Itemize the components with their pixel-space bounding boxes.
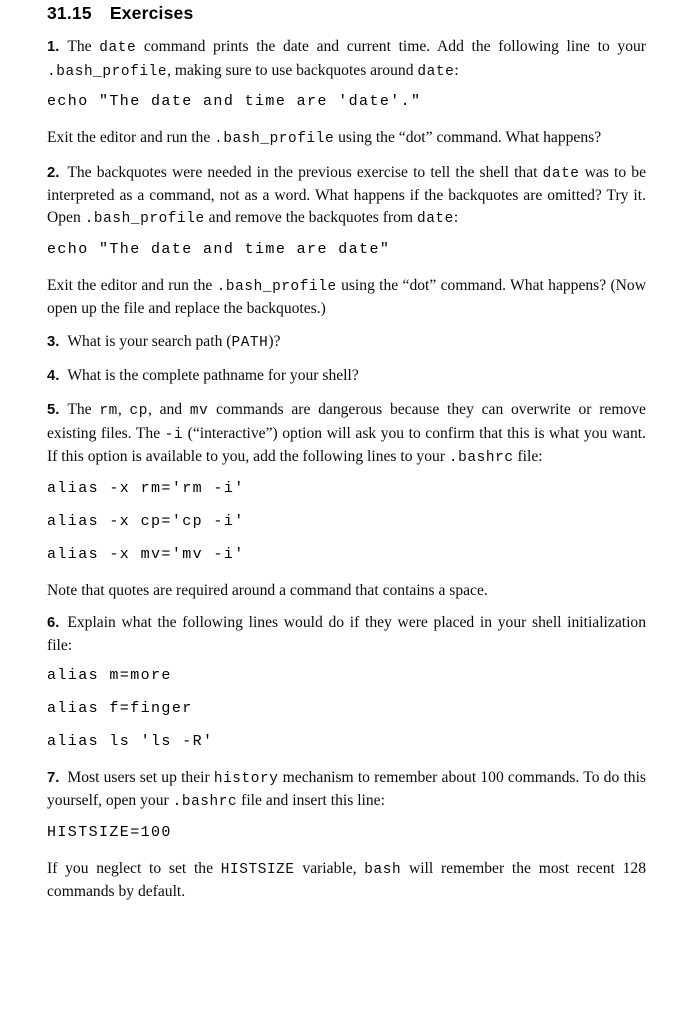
code-block: alias ls 'ls -R': [47, 732, 214, 750]
exercise-number: 3.: [47, 333, 60, 350]
inline-code: .bash_profile: [216, 278, 337, 295]
section-title: Exercises: [109, 3, 194, 23]
inline-code: mv: [189, 402, 209, 419]
exercise-number: 2.: [47, 164, 60, 181]
inline-code: .bash_profile: [214, 131, 335, 148]
exercise-paragraph: 6. Explain what the following lines would do if they were placed in your shell initialization file:: [47, 614, 646, 654]
exercise-paragraph: 3. What is your search path (PATH)?: [47, 332, 281, 351]
exercise-number: 1.: [47, 39, 60, 55]
body-paragraph: If you neglect to set the HISTSIZE variable, bash will remember the most recent 128 commands by default.: [47, 859, 646, 901]
inline-code: rm: [99, 402, 118, 419]
inline-code: date: [416, 210, 454, 227]
body-paragraph: Exit the editor and run the .bash_profile using the “dot” command. What happens?: [47, 129, 602, 148]
inline-code: -i: [164, 426, 184, 443]
section-heading: [47, 3, 646, 24]
inline-code: date: [417, 63, 455, 80]
code-block: alias -x rm='rm -i': [47, 479, 245, 497]
code-block: HISTSIZE=100: [47, 823, 172, 841]
exercise-number: 7.: [47, 769, 60, 786]
exercise-paragraph: 1. The date command prints the date and current time. Add the following line to your .bash_profile, making sure to use backquotes around date:: [47, 38, 646, 80]
exercise-paragraph: 5. The rm, cp, and mv commands are dangerous because they can overwrite or remove existing files. The -i (“interactive”) option will ask you to confirm that this is what you want. If this option is available to you, add the following lines to your .bashrc file:: [47, 400, 647, 467]
exercise-number: 4.: [47, 368, 60, 385]
exercise-number: 6.: [47, 615, 60, 632]
inline-code: HISTSIZE: [220, 861, 295, 878]
exercise-paragraph: 2. The backquotes were needed in the previous exercise to tell the shell that date was to be interpreted as a command, not as a word. What happens if the backquotes are omitted? Try it. Open .bash_profile and remove the backquotes from date:: [47, 163, 646, 227]
exercise-number: 5.: [47, 401, 60, 418]
inline-code: bash: [364, 861, 402, 878]
inline-code: history: [213, 770, 279, 787]
inline-code: .bashrc: [172, 794, 238, 811]
document-content: [47, 36, 646, 903]
code-block: alias -x mv='mv -i': [47, 545, 245, 563]
inline-code: date: [99, 40, 137, 56]
code-block: alias m=more: [47, 666, 172, 684]
body-paragraph: Note that quotes are required around a command that contains a space.: [47, 581, 488, 599]
inline-code: cp: [129, 402, 148, 419]
inline-code: .bashrc: [448, 450, 514, 467]
section-number: 31.15: [47, 3, 92, 23]
inline-code: .bash_profile: [47, 63, 168, 80]
code-block: alias f=finger: [47, 699, 193, 717]
code-block: echo "The date and time are date": [47, 240, 391, 258]
inline-code: date: [542, 165, 580, 182]
inline-code: .bash_profile: [84, 210, 205, 227]
code-block: echo "The date and time are 'date'.": [47, 93, 422, 111]
exercise-paragraph: 7. Most users set up their history mechanism to remember about 100 commands. To do this yourself, open your .bashrc file and insert this line:: [47, 768, 646, 811]
body-paragraph: Exit the editor and run the .bash_profile using the “dot” command. What happens? (Now open up the file and replace the backquotes.): [47, 276, 646, 318]
inline-code: PATH: [231, 334, 269, 351]
code-block: alias -x cp='cp -i': [47, 512, 245, 530]
exercise-paragraph: 4. What is the complete pathname for your shell?: [47, 367, 359, 385]
